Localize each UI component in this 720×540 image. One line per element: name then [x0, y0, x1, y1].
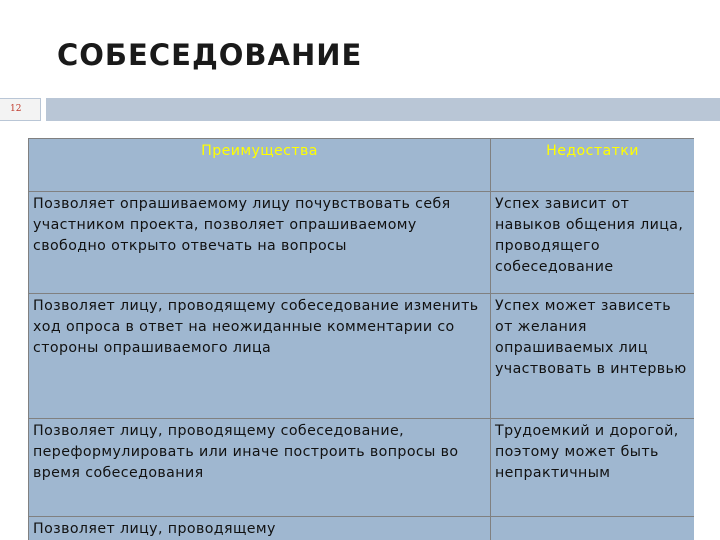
- comparison-table-container: [28, 138, 694, 540]
- header-accent-bar: [46, 98, 720, 121]
- advantage-cell: Позволяет лицу, проводящему собеседование изменить ход опроса в ответ на неожиданные комментарии со стороны опрашиваемого лица: [29, 294, 491, 419]
- page-number: 12: [10, 104, 22, 114]
- table-row: [29, 517, 695, 540]
- comparison-table: [28, 138, 694, 540]
- advantage-cell: Позволяет опрашиваемому лицу почувствовать себя участником проекта, позволяет опрашиваемому свободно открыто отвечать на вопросы: [29, 192, 491, 294]
- advantage-cell: Позволяет лицу, проводящему: [29, 517, 491, 540]
- disadvantage-cell: [491, 517, 695, 540]
- advantage-cell: Позволяет лицу, проводящему собеседование, переформулировать или иначе построить вопросы во время собеседования: [29, 419, 491, 517]
- disadvantage-cell: Трудоемкий и дорогой, поэтому может быть непрактичным: [491, 419, 695, 517]
- disadvantage-cell: Успех может зависеть от желания опрашиваемых лиц участвовать в интервью: [491, 294, 695, 419]
- table-row: [29, 419, 695, 517]
- table-header-row: [29, 139, 695, 192]
- disadvantage-cell: Успех зависит от навыков общения лица, проводящего собеседование: [491, 192, 695, 294]
- header-advantages: Преимущества: [29, 139, 491, 192]
- slide-title: СОБЕСЕДОВАНИЕ: [57, 38, 363, 72]
- table-row: [29, 192, 695, 294]
- header-disadvantages: Недостатки: [491, 139, 695, 192]
- table-row: [29, 294, 695, 419]
